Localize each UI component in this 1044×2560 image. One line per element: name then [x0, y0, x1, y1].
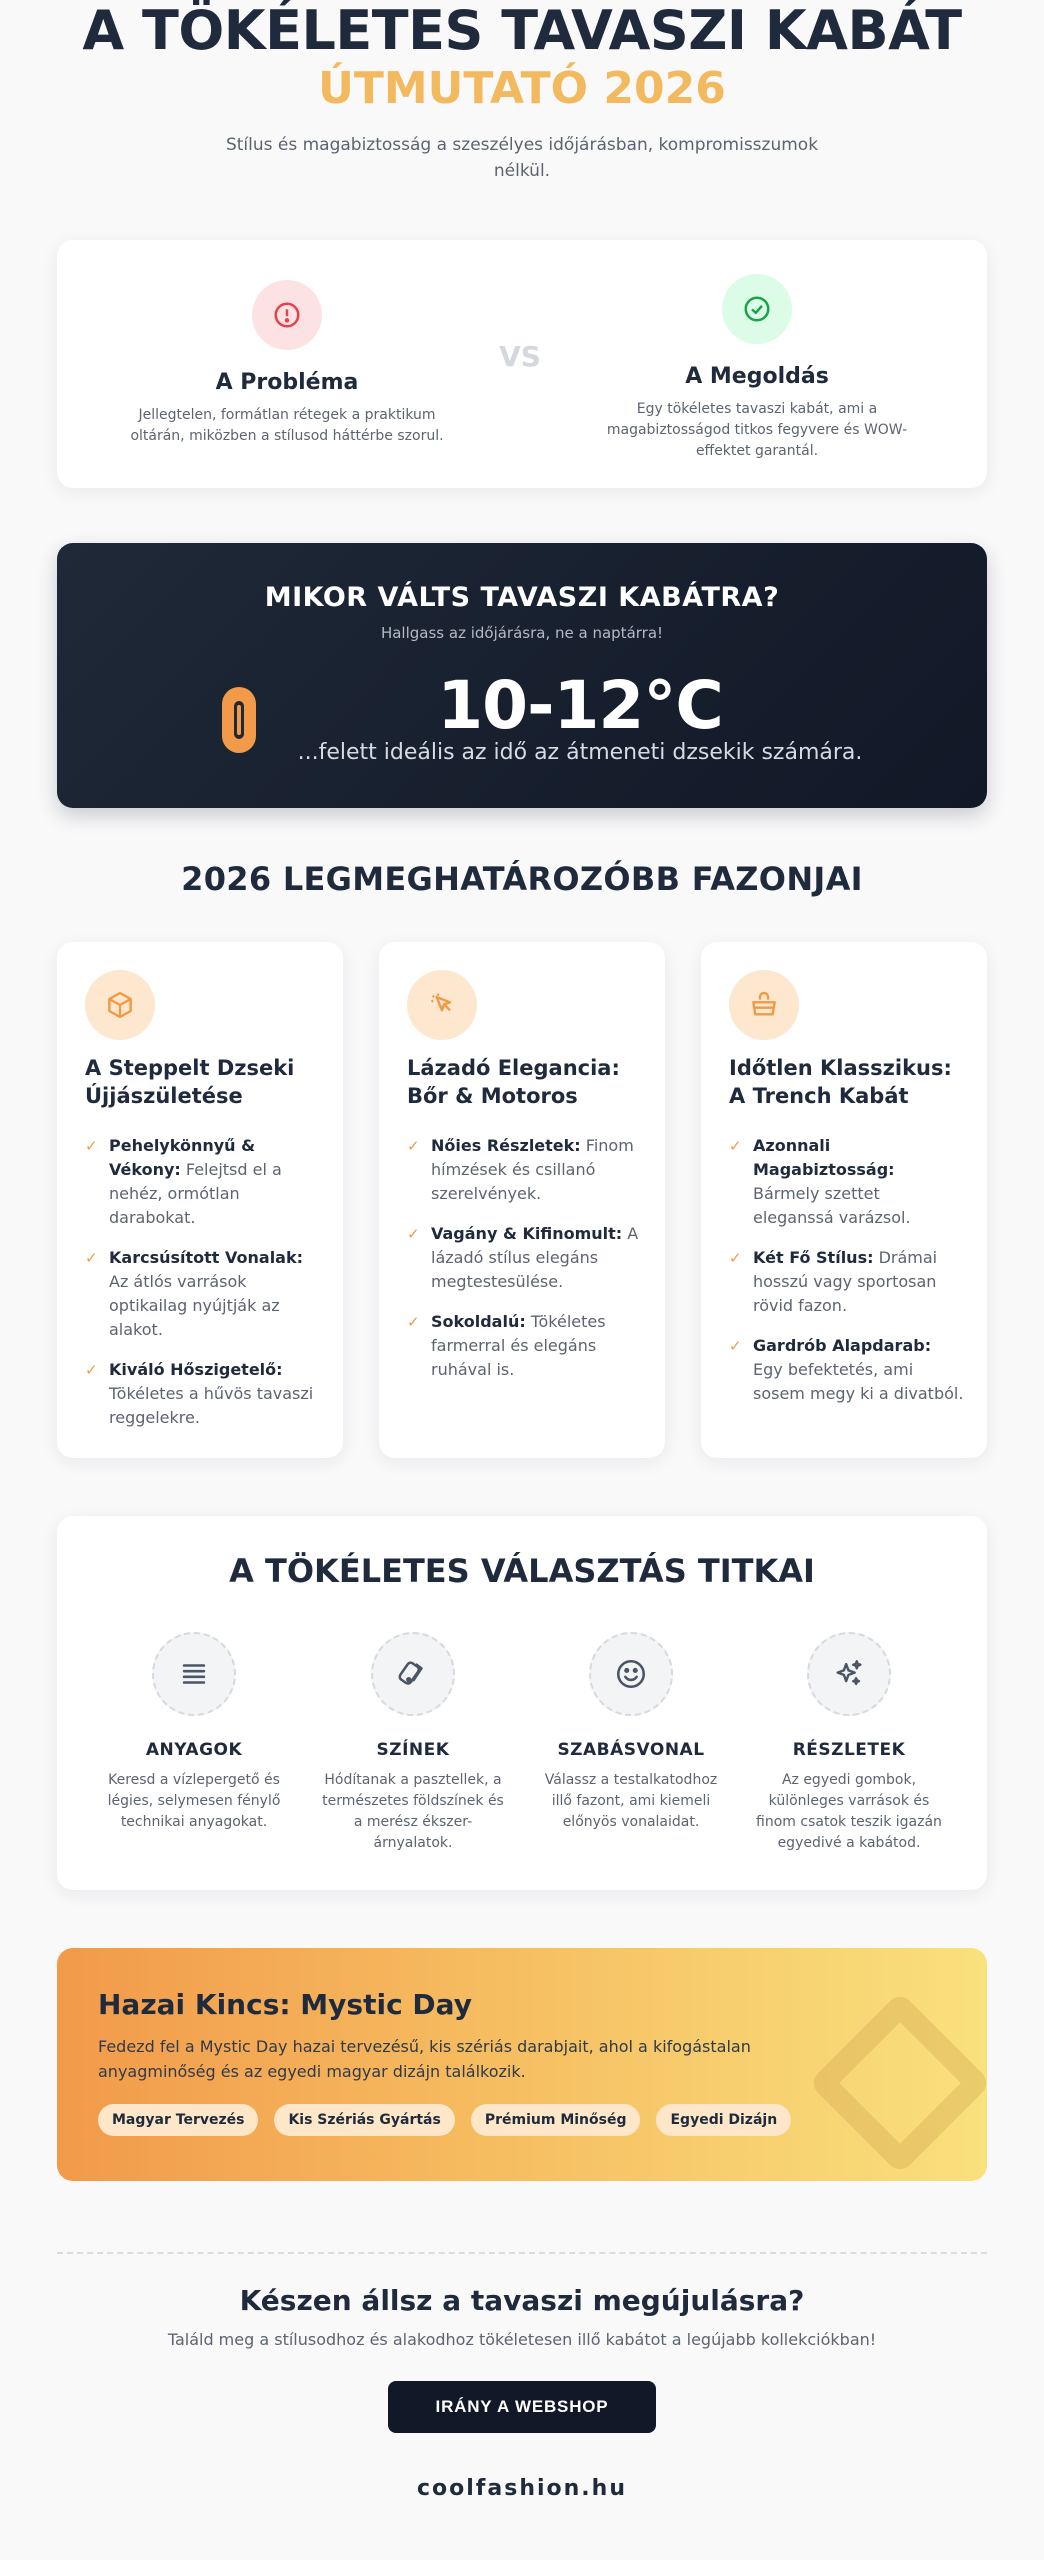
banner-title: Hazai Kincs: Mystic Day [98, 1988, 472, 2021]
cta-text: Találd meg a stílusodhoz és alakodhoz tökéletesen illő kabátot a legújabb kollekciókban! [167, 2330, 877, 2349]
list-item: ✓ Azonnali Magabiztosság: Bármely szettet eleganssá varázsol. [729, 1136, 911, 1227]
temperature-description: ...felett ideális az idő az átmeneti dzsekik számára. [297, 740, 863, 765]
style-card-leather [379, 942, 665, 1458]
secret-text: Keresd a vízlepergető és légies, selymesen fénylő technikai anyagokat. [107, 1772, 281, 1830]
list-item: ✓ Vagány & Kifinomult: A lázadó stílus elegáns megtestesülése. [407, 1224, 639, 1291]
intro-text: Stílus és magabiztosság a szeszélyes időjárásban, kompromisszumok nélkül. [225, 135, 819, 181]
divider [57, 2252, 987, 2254]
vs-label: VS [499, 340, 541, 373]
problem-title: A Probléma [215, 370, 359, 395]
list-item: ✓ Pehelykönnyű & Vékony: Felejtsd el a nehéz, ormótlan darabokat. [85, 1136, 282, 1227]
secret-text: Válassz a testalkatodhoz illő fazont, ami kiemeli előnyös vonalaidat. [544, 1772, 718, 1830]
tag-badge: Egyedi Dizájn [656, 2104, 791, 2136]
banner-text: Fedezd fel a Mystic Day hazai tervezésű, kis szériás darabjait, ahol a kifogástalan anyagminőség és az egyedi magyar dizájn találkozik. [98, 2037, 751, 2081]
secrets-heading: A TÖKÉLETES VÁLASZTÁS TITKAI [229, 1552, 815, 1590]
style-card-list [85, 1134, 321, 1446]
temperature-title: MIKOR VÁLTS TAVASZI KABÁTRA? [264, 582, 780, 613]
footer-domain-link[interactable]: coolfashion.hu [417, 2476, 627, 2501]
secret-text: Hódítanak a pasztellek, a természetes földszínek és a merész ékszer-árnyalatok. [322, 1772, 504, 1851]
banner-tags [98, 2104, 791, 2136]
problem-column [117, 280, 457, 447]
styles-heading: 2026 LEGMEGHATÁROZÓBB FAZONJAI [181, 860, 863, 898]
list-item: ✓ Két Fő Stílus: Drámai hosszú vagy sportosan rövid fazon. [729, 1248, 938, 1315]
secret-materials [99, 1632, 289, 1833]
layers-icon [152, 1632, 236, 1716]
list-item: ✓ Nőies Részletek: Finom hímzések és csillanó szerelvények. [407, 1136, 634, 1203]
tag-badge: Magyar Tervezés [98, 2104, 258, 2136]
solution-column [587, 274, 927, 462]
style-card-list [729, 1134, 965, 1422]
style-card-title: A Steppelt Dzseki Újjászületése [85, 1056, 295, 1108]
tag-badge: Prémium Minőség [471, 2104, 641, 2136]
style-card-title: Időtlen Klasszikus: A Trench Kabát [729, 1056, 952, 1108]
secret-title: ANYAGOK [145, 1740, 243, 1760]
solution-title: A Megoldás [685, 364, 829, 389]
list-item: ✓ Karcsúsított Vonalak: Az átlós varrások optikailag nyújtják az alakot. [85, 1248, 304, 1339]
webshop-button[interactable]: IRÁNY A WEBSHOP [388, 2381, 656, 2433]
style-card-title: Lázadó Elegancia: Bőr & Motoros [407, 1056, 620, 1108]
secret-text: Az egyedi gombok, különleges varrások és finom csatok teszik igazán egyedivé a kabátod. [756, 1772, 942, 1851]
secret-colors [318, 1632, 508, 1854]
temperature-subtitle: Hallgass az időjárásra, ne a naptárra! [380, 624, 664, 642]
secret-title: RÉSZLETEK [792, 1740, 906, 1760]
list-item: ✓ Gardrób Alapdarab: Egy befektetés, ami sosem megy ki a divatból. [729, 1336, 964, 1403]
basket-icon [729, 970, 799, 1040]
secret-title: SZÍNEK [376, 1740, 450, 1760]
cta-heading: Készen állsz a tavaszi megújulásra? [239, 2284, 805, 2317]
style-card-quilted [57, 942, 343, 1458]
solution-text: Egy tökéletes tavaszi kabát, ami a magabiztosságod titkos fegyvere és WOW-effektet garantál. [606, 401, 908, 459]
style-card-trench [701, 942, 987, 1458]
secret-details [754, 1632, 944, 1854]
list-item: ✓ Kiváló Hőszigetelő: Tökéletes a hűvös tavaszi reggelekre. [85, 1360, 314, 1427]
page-subtitle: ÚTMUTATÓ 2026 [318, 63, 726, 114]
secret-title: SZABÁSVONAL [557, 1740, 705, 1760]
page-title: A TÖKÉLETES TAVASZI KABÁT [82, 0, 962, 62]
pointer-icon [407, 970, 477, 1040]
tag-badge: Kis Szériás Gyártás [274, 2104, 454, 2136]
smile-icon [589, 1632, 673, 1716]
box-icon [85, 970, 155, 1040]
list-item: ✓ Sokoldalú: Tökéletes farmerral és elegáns ruhával is. [407, 1312, 606, 1379]
secret-cut [536, 1632, 726, 1833]
diamond-icon [808, 1991, 987, 2175]
sparkles-icon [807, 1632, 891, 1716]
problem-text: Jellegtelen, formátlan rétegek a praktikum oltárán, miközben a stílusod háttérbe szorul. [130, 407, 444, 444]
alert-icon [252, 280, 322, 350]
check-circle-icon [722, 274, 792, 344]
temperature-value: 10-12°C [437, 667, 723, 744]
style-card-list [407, 1134, 643, 1398]
palette-icon [371, 1632, 455, 1716]
